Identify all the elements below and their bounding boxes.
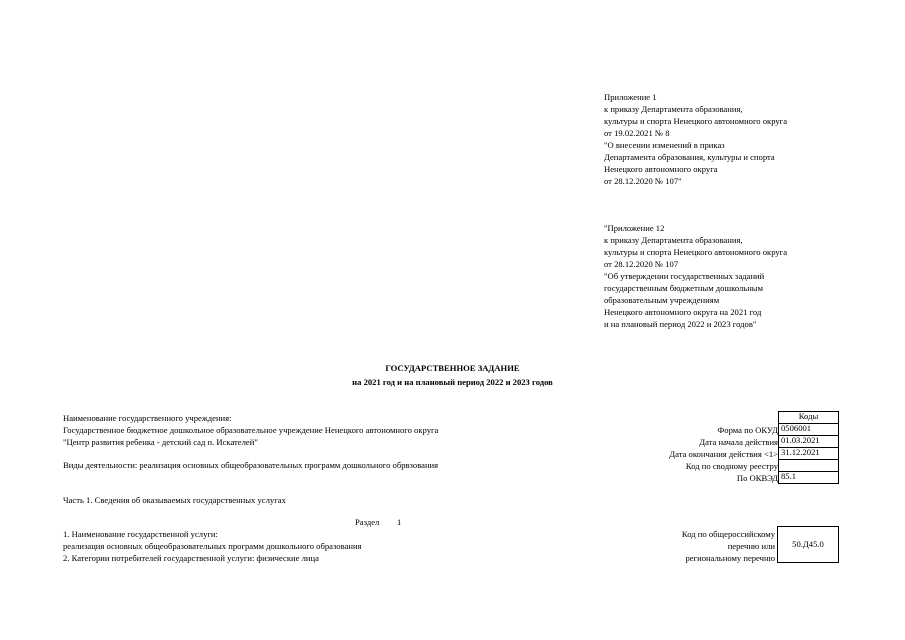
service-code-box xyxy=(777,526,839,563)
document-subtitle: на 2021 год и на плановый период 2022 и 2023 годов xyxy=(352,377,553,387)
codes-label-start-date: Дата начала действия xyxy=(699,437,778,447)
appendix-12-line: образовательным учреждениям xyxy=(604,295,720,305)
appendix-12-line: и на плановый период 2022 и 2023 годов" xyxy=(604,319,757,329)
appendix-12-line: культуры и спорта Ненецкого автономного округа xyxy=(604,247,788,257)
codes-label-end-date: Дата окончания действия <1> xyxy=(669,449,778,459)
appendix-1-line: от 19.02.2021 № 8 xyxy=(604,128,670,138)
appendix-1-line: "О внесении изменений в приказ xyxy=(604,140,725,150)
appendix-12-line: "Приложение 12 xyxy=(604,223,665,233)
service-name-value: реализация основных общеобразовательных программ дошкольного образования xyxy=(63,541,362,551)
appendix-1-line: к приказу Департамента образования, xyxy=(604,104,743,114)
appendix-12-line: Ненецкого автономного округа на 2021 год xyxy=(604,307,762,317)
appendix-1-block xyxy=(604,93,787,189)
codes-header-cell: Коды xyxy=(778,411,839,424)
appendix-1-line: культуры и спорта Ненецкого автономного округа xyxy=(604,116,788,126)
appendix-1-line: Департамента образования, культуры и спорта xyxy=(604,152,775,162)
codes-label-okved: По ОКВЭД xyxy=(736,473,778,483)
part-1-heading: Часть 1. Сведения об оказываемых государственных услугах xyxy=(63,495,286,505)
service-code-value: 50.Д45.0 xyxy=(792,539,824,550)
institution-label: Наименование государственного учреждения: xyxy=(63,413,232,423)
appendix-12-line: к приказу Департамента образования, xyxy=(604,235,743,245)
appendix-1-line: от 28.12.2020 № 107" xyxy=(604,176,682,186)
appendix-1-line: Ненецкого автономного округа xyxy=(604,164,718,174)
service-consumers: 2. Категории потребителей государственной услуги: физические лица xyxy=(63,553,319,563)
appendix-12-line: от 28.12.2020 № 107 xyxy=(604,259,679,269)
codes-label-registry: Код по сводному реестру xyxy=(685,461,778,471)
codes-value-okud: 0506001 xyxy=(778,423,839,436)
appendix-12-line: "Об утверждении государственных заданий xyxy=(604,271,765,281)
appendix-1-line: Приложение 1 xyxy=(604,92,657,102)
codes-label-okud: Форма по ОКУД xyxy=(717,425,778,435)
codes-value-okved: 85.1 xyxy=(778,471,839,484)
section-label: Раздел xyxy=(355,517,380,527)
appendix-12-line: государственным бюджетным дошкольным xyxy=(604,283,764,293)
section-number: 1 xyxy=(397,517,402,527)
service-name-label: 1. Наименование государственной услуги: xyxy=(63,529,218,539)
codes-value-end-date: 31.12.2021 xyxy=(778,447,839,460)
service-code-label-line-3: региональному перечню xyxy=(685,553,775,563)
appendix-12-block xyxy=(604,224,787,332)
activity-type: Виды деятельности: реализация основных общеобразовательных программ дошкольного обрвзования xyxy=(63,460,439,470)
document-title: ГОСУДАРСТВЕННОЕ ЗАДАНИЕ xyxy=(385,363,520,373)
institution-name-line-2: "Центр развития ребенка - детский сад п. Искателей" xyxy=(63,437,258,447)
service-code-label-line-2: перечню или xyxy=(727,541,775,551)
codes-value-start-date: 01.03.2021 xyxy=(778,435,839,448)
service-code-label-line-1: Код по общероссийскому xyxy=(681,529,775,539)
institution-name-line-1: Государственное бюджетное дошкольное образовательное учреждение Ненецкого автономного округа xyxy=(63,425,439,435)
